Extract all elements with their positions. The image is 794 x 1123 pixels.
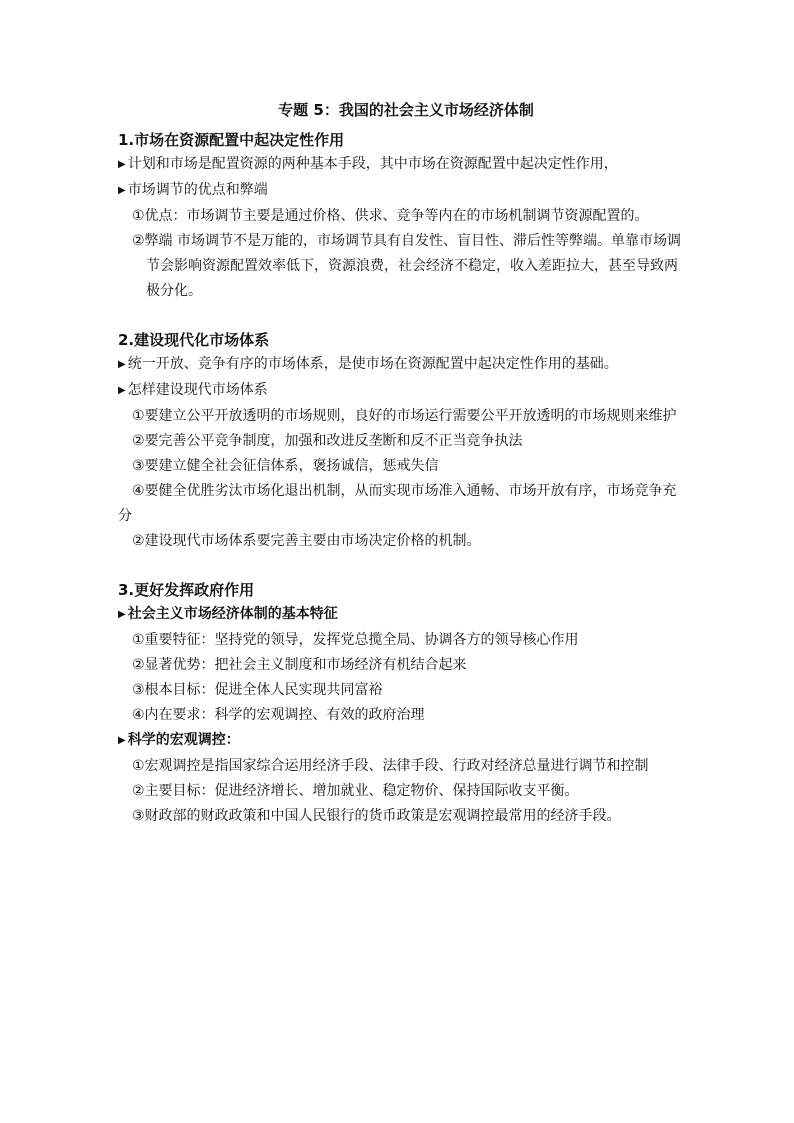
list-item: ②建设现代市场体系要完善主要由市场决定价格的机制。 (132, 533, 481, 549)
list-item: ①重要特征：坚持党的领导，发挥党总揽全局、协调各方的领导核心作用 (132, 632, 579, 648)
list-item: ①要建立公平开放透明的市场规则，良好的市场运行需要公平开放透明的市场规则来维护 (132, 408, 677, 424)
bullet-point (118, 378, 684, 404)
bullet-point (118, 152, 684, 178)
list-item: ④内在要求：科学的宏观调控、有效的政府治理 (132, 707, 425, 723)
bullet-point (118, 352, 684, 378)
list-item: ②弊端 市场调节不是万能的，市场调节具有自发性、盲目性、滞后性等弊端。单靠市场调节会影响资源配置效率低下，资源浪费，社会经济不稳定，收入差距拉大，甚至导致两极分化。 (132, 233, 681, 299)
bullet-text: 统一开放、竞争有序的市场体系，是使市场在资源配置中起决定性作用的基础。 (127, 356, 618, 372)
bullet-point (118, 602, 684, 628)
list-item: ④要健全优胜劣汰市场化退出机制，从而实现市场准入通畅、市场开放有序，市场竞争充分 (118, 483, 677, 524)
spacer (118, 304, 684, 328)
bullet-arrow-icon: ▶ (118, 385, 126, 396)
bullet-text: 市场调节的优点和弊端 (127, 182, 268, 198)
list-item: ③根本目标：促进全体人民实现共同富裕 (132, 682, 383, 698)
bullet-arrow-icon: ▶ (118, 609, 126, 620)
bullet-arrow-icon: ▶ (118, 359, 126, 370)
list-item: ②主要目标：促进经济增长、增加就业、稳定物价、保持国际收支平衡。 (132, 783, 579, 799)
section-heading: 2.建设现代化市场体系 (118, 331, 270, 349)
list-item: ②显著优势：把社会主义制度和市场经济有机结合起来 (132, 657, 467, 673)
document-title: 专题 5：我国的社会主义市场经济体制 (278, 101, 534, 119)
bullet-arrow-icon: ▶ (118, 159, 126, 170)
bullet-arrow-icon: ▶ (118, 735, 126, 746)
list-item: ②要完善公平竞争制度，加强和改进反垄断和反不正当竞争执法 (132, 433, 523, 449)
list-item: ①宏观调控是指国家综合运用经济手段、法律手段、行政对经济总量进行调节和控制 (132, 758, 649, 774)
bullet-point (118, 178, 684, 204)
list-item: ①优点：市场调节主要是通过价格、供求、竞争等内在的市场机制调节资源配置的。 (132, 208, 649, 224)
bullet-point (118, 728, 684, 754)
spacer (118, 554, 684, 578)
bullet-text: 科学的宏观调控： (127, 732, 240, 748)
section-heading: 3.更好发挥政府作用 (118, 581, 255, 599)
bullet-text: 社会主义市场经济体制的基本特征 (127, 606, 338, 622)
bullet-text: 怎样建设现代市场体系 (127, 382, 268, 398)
section-heading: 1.市场在资源配置中起决定性作用 (118, 131, 345, 149)
list-item: ③要建立健全社会征信体系，褒扬诚信，惩戒失信 (132, 458, 439, 474)
list-item: ③财政部的财政政策和中国人民银行的货币政策是宏观调控最常用的经济手段。 (132, 808, 621, 824)
bullet-arrow-icon: ▶ (118, 185, 126, 196)
bullet-text: 计划和市场是配置资源的两种基本手段，其中市场在资源配置中起决定性作用， (127, 156, 618, 172)
